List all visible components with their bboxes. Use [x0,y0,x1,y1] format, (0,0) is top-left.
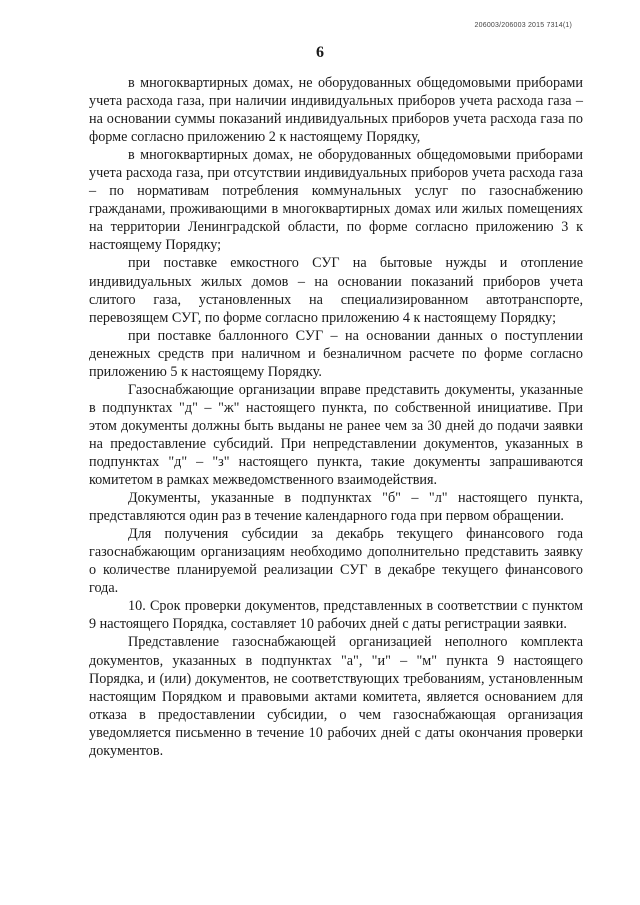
paragraph: при поставке емкостного СУГ на бытовые нужды и отопление индивидуальных жилых домов – на основании показаний приборов учета слитого газа, установленных на специализированном автотранспорте, перевозящем СУГ, по форме согласно приложению 4 к настоящему Порядку; [89,255,583,326]
paragraph: 10. Срок проверки документов, представленных в соответствии с пунктом 9 настоящего Порядка, составляет 10 рабочих дней с даты регистрации заявки. [89,598,583,633]
paragraph: Документы, указанные в подпунктах "б" – "л" настоящего пункта, представляются один раз в течение календарного года при первом обращении. [89,490,583,525]
paragraph: Для получения субсидии за декабрь текущего финансового года газоснабжающим организациям необходимо дополнительно представить заявку о количестве планируемой реализации СУГ в декабре текущего финансового года. [89,526,583,597]
paragraph: в многоквартирных домах, не оборудованных общедомовыми приборами учета расхода газа, при отсутствии индивидуальных приборов учета расхода газа – по нормативам потребления коммунальных услуг по газоснабжению гражданами, проживающими в многоквартирных домах или жилых помещениях на территории Ленинградской области, по форме согласно приложению 3 к настоящему Порядку; [89,147,583,254]
paragraph: при поставке баллонного СУГ – на основании данных о поступлении денежных средств при наличном и безналичном расчете по форме согласно приложению 5 к настоящему Порядку. [89,327,583,380]
paragraph: в многоквартирных домах, не оборудованных общедомовыми приборами учета расхода газа, при наличии индивидуальных приборов учета расхода газа – на основании суммы показаний индивидуальных приборов учета расхода газа по форме согласно приложению 2 к настоящему Порядку, [89,75,583,146]
paragraph: Газоснабжающие организации вправе представить документы, указанные в подпунктах "д" – "ж" настоящего пункта, по собственной инициативе. При этом документы должны быть выданы не ранее чем за 30 дней до подачи заявки на предоставление субсидий. При непредставлении документов, указанных в подпунктах "д" – "з" настоящего пункта, такие документы запрашиваются комитетом в рамках межведомственного взаимодействия. [89,381,583,489]
document-code: 206003/206003 2015 7314(1) [474,22,572,29]
document-body [89,74,583,760]
paragraph: Представление газоснабжающей организацией неполного комплекта документов, указанных в подпунктах "а", "и" – "м" пункта 9 настоящего Порядка, и (или) документов, не соответствующих требованиям, установленным настоящим Порядком и правовыми актами комитета, является основанием для отказа в предоставлении субсидии, о чем газоснабжающая организация уведомляется письменно в течение 10 рабочих дней с даты окончания проверки документов. [89,634,583,759]
page-number: 6 [316,44,324,61]
